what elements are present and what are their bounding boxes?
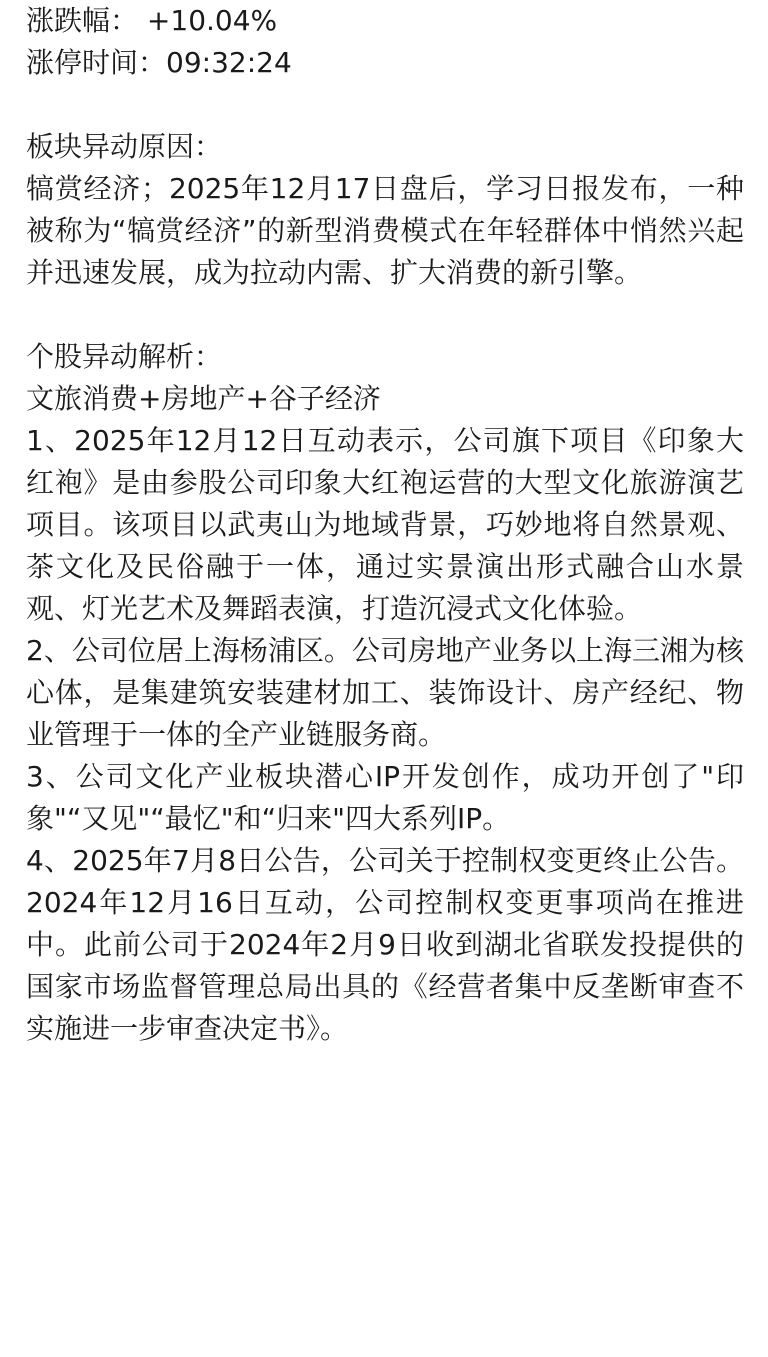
stock-point-3: 3、公司文化产业板块潜心IP开发创作，成功开创了"印象"“又见"“最忆"和“归来"四大系列IP。 xyxy=(26,760,744,835)
stock-point-2: 2、公司位居上海杨浦区。公司房地产业务以上海三湘为核心体，是集建筑安装建材加工、装饰设计、房产经纪、物业管理于一体的全产业链服务商。 xyxy=(26,634,744,751)
sector-heading: 板块异动原因： xyxy=(26,130,223,163)
stock-point-4: 4、2025年7月8日公告，公司关于控制权变更终止公告。2024年12月16日互动，公司控制权变更事项尚在推进中。此前公司于2024年2月9日收到湖北省联发投提供的国家市场监督管理总局出具的《经营者集中反垄断审查不实施进一步审查决定书》。 xyxy=(26,844,744,1045)
stock-tags: 文旅消费+房地产+谷子经济 xyxy=(26,382,381,415)
limit-time-value: 09:32:24 xyxy=(166,46,292,79)
limit-time-row xyxy=(26,42,744,84)
limit-time-label: 涨停时间： xyxy=(26,46,167,79)
change-row xyxy=(26,0,744,42)
change-value: +10.04% xyxy=(146,4,278,37)
stock-heading: 个股异动解析： xyxy=(26,340,223,373)
document-body xyxy=(26,0,744,1050)
sector-body: 犒赏经济；2025年12月17日盘后，学习日报发布，一种被称为“犒赏经济”的新型消费模式在年轻群体中悄然兴起并迅速发展，成为拉动内需、扩大消费的新引擎。 xyxy=(26,172,744,289)
spacer xyxy=(26,294,744,336)
stock-point-1: 1、2025年12月12日互动表示，公司旗下项目《印象大红袍》是由参股公司印象大红袍运营的大型文化旅游演艺项目。该项目以武夷山为地域背景，巧妙地将自然景观、茶文化及民俗融于一体，通过实景演出形式融合山水景观、灯光艺术及舞蹈表演，打造沉浸式文化体验。 xyxy=(26,424,744,625)
spacer xyxy=(26,84,744,126)
change-label: 涨跌幅： xyxy=(26,4,139,37)
